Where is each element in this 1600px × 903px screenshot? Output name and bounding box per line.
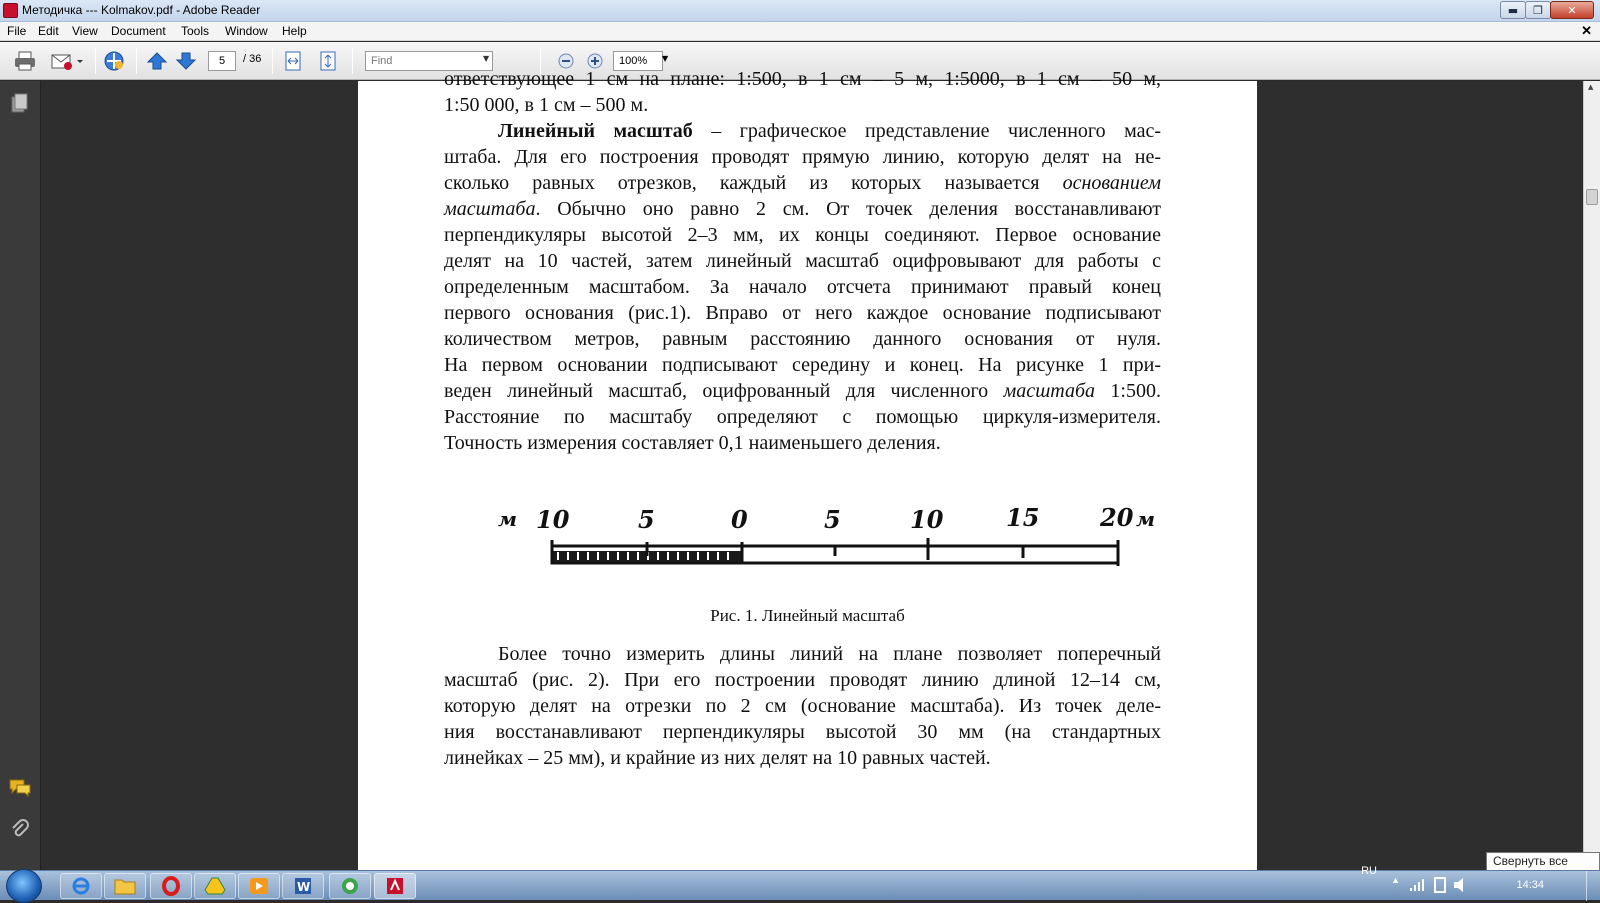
- scale-label: 5: [824, 505, 841, 534]
- zoom-select[interactable]: 100%: [613, 51, 663, 71]
- text-line: перпендикуляры высотой 2–3 мм, их концы соединяют. Первое основание: [444, 224, 1161, 246]
- comment-icon: [9, 779, 31, 797]
- taskbar-explorer[interactable]: [104, 873, 146, 899]
- scale-label: 10: [910, 505, 944, 534]
- show-desktop-tooltip: Свернуть все: [1486, 852, 1600, 871]
- menu-edit[interactable]: Edit: [38, 24, 59, 38]
- email-share-icon: [50, 51, 84, 71]
- adobe-reader-icon: [385, 876, 405, 896]
- text-line: штаба. Для его построения проводят прямую линию, которую делят на не-: [444, 146, 1161, 168]
- text-line: [444, 118, 1161, 144]
- navigation-panel: [0, 81, 41, 870]
- close-document-button[interactable]: ✕: [1581, 23, 1592, 38]
- taskbar-messenger[interactable]: [329, 873, 371, 899]
- zoom-dropdown-icon[interactable]: ▼: [662, 54, 669, 63]
- taskbar-media-player[interactable]: [238, 873, 280, 899]
- text-line: первого основания (рис.1). Вправо от него каждое основание подписывают: [444, 302, 1161, 324]
- menu-view[interactable]: View: [72, 24, 98, 38]
- text-span: сколько равных отрезков, каждый из которых называется основанием: [444, 172, 1161, 194]
- adobe-reader-icon: [3, 3, 18, 18]
- title-bar: [0, 0, 1600, 22]
- term-linear-scale: Линейный масштаб: [498, 120, 693, 142]
- text-line: которую делят на отрезки по 2 см (основание масштаба). Из точек деле-: [444, 695, 1161, 717]
- fit-page-button[interactable]: [316, 50, 340, 72]
- unit-label-right: м: [1136, 507, 1156, 531]
- show-desktop-button[interactable]: [1586, 871, 1600, 901]
- window-title: Методичка --- Kolmakov.pdf - Adobe Reader: [22, 3, 261, 17]
- scrollbar-thumb[interactable]: [1586, 189, 1598, 205]
- taskbar-drive[interactable]: [194, 873, 236, 899]
- scale-label: 5: [638, 505, 655, 534]
- page-number-input[interactable]: 5: [208, 51, 236, 71]
- figure-caption: Рис. 1. Линейный масштаб: [710, 606, 905, 625]
- emphasis: основанием: [1062, 172, 1161, 194]
- text-line: количеством метров, равным расстоянию данного основания от нуля.: [444, 328, 1161, 350]
- emphasis: масштаба: [444, 198, 536, 220]
- share-button[interactable]: [49, 50, 85, 72]
- fit-page-icon: [318, 51, 338, 71]
- text-line: [444, 170, 1161, 196]
- start-button[interactable]: [6, 869, 42, 903]
- scale-label: 10: [536, 505, 570, 534]
- device-icon[interactable]: [1433, 877, 1447, 893]
- menu-bar: [0, 22, 1600, 41]
- paragraph-transverse-scale: [444, 641, 1161, 771]
- text-line: ния восстанавливают перпендикуляры высотой 30 мм (на стандартных: [444, 721, 1161, 743]
- text-line: 1:50 000, в 1 см – 500 м.: [444, 94, 649, 116]
- text-line: Точность измерения составляет 0,1 наименьшего деления.: [444, 432, 941, 454]
- previous-page-button[interactable]: [145, 50, 169, 72]
- menu-help[interactable]: Help: [282, 24, 307, 38]
- text-line: масштаб (рис. 2). При его построении проводят линию длиной 12–14 см,: [444, 669, 1161, 691]
- menu-document[interactable]: Document: [111, 24, 166, 38]
- scale-label: 20: [1100, 503, 1134, 532]
- attachments-panel-button[interactable]: [9, 818, 31, 840]
- menu-window[interactable]: Window: [225, 24, 268, 38]
- messenger-icon: [340, 876, 360, 896]
- linear-scale-figure: [488, 496, 1168, 576]
- taskbar-word[interactable]: [282, 873, 324, 899]
- unit-label-left: м: [498, 507, 518, 531]
- document-viewer[interactable]: [41, 68, 1583, 870]
- text-line: На первом основании подписывают середину и конец. На рисунке 1 при-: [444, 354, 1161, 376]
- arrow-up-icon: [146, 51, 168, 71]
- media-player-icon: [249, 877, 269, 895]
- opera-icon: [161, 876, 181, 896]
- fit-width-icon: [283, 51, 303, 71]
- clock[interactable]: 14:34: [1516, 879, 1544, 891]
- text-line: ответствующее 1 см на плане: 1:500, в 1 см – 5 м, 1:5000, в 1 см – 50 м,: [444, 68, 1161, 90]
- taskbar-opera[interactable]: [150, 873, 192, 899]
- toolbar-separator: [272, 48, 273, 74]
- scale-label: 15: [1006, 503, 1040, 532]
- taskbar-internet-explorer[interactable]: [60, 873, 102, 899]
- internet-explorer-icon: [71, 876, 91, 896]
- svg-text:W: W: [297, 880, 311, 894]
- printer-icon: [14, 51, 36, 71]
- close-button[interactable]: ✕: [1550, 1, 1594, 19]
- collaborate-icon: [102, 50, 126, 72]
- network-icon[interactable]: [1409, 878, 1425, 892]
- find-input[interactable]: Find: [365, 51, 493, 71]
- restore-button[interactable]: ❐: [1525, 1, 1551, 19]
- text-line: Расстояние по масштабу определяют с помощью циркуля-измерителя.: [444, 406, 1161, 428]
- text-line: делят на 10 частей, затем линейный масштаб оцифровывают для работы с: [444, 250, 1161, 272]
- emphasis: масштаба: [1003, 380, 1096, 402]
- pdf-page: [358, 68, 1257, 870]
- toolbar-separator: [95, 48, 96, 74]
- find-dropdown-icon[interactable]: ▼: [483, 54, 490, 63]
- pages-icon: [11, 94, 29, 114]
- vertical-scrollbar[interactable]: [1583, 81, 1600, 870]
- folder-icon: [114, 877, 136, 895]
- show-hidden-icons[interactable]: ▲: [1391, 875, 1400, 885]
- text-line: определенным масштабом. За начало отсчета принимают правый конец: [444, 276, 1161, 298]
- pages-panel-button[interactable]: [9, 93, 31, 115]
- language-indicator[interactable]: RU: [1361, 865, 1377, 877]
- taskbar-adobe-reader[interactable]: [374, 873, 416, 899]
- collaborate-button[interactable]: [102, 50, 126, 72]
- print-button[interactable]: [13, 50, 37, 72]
- window-controls: [1501, 1, 1594, 19]
- text-line: линейках – 25 мм), и крайние из них делят на 10 равных частей.: [444, 747, 991, 769]
- scale-label: 0: [731, 505, 748, 534]
- paragraph-scale-intro: [444, 66, 1161, 456]
- text-line: Более точно измерить длины линий на плане позволяет поперечный: [498, 643, 1161, 665]
- volume-icon[interactable]: [1453, 877, 1469, 893]
- menu-tools[interactable]: Tools: [181, 24, 210, 38]
- paperclip-icon: [11, 819, 29, 839]
- toolbar-separator: [352, 48, 353, 74]
- comments-panel-button[interactable]: [9, 777, 31, 799]
- taskbar: [0, 865, 1600, 900]
- fit-width-button[interactable]: [281, 50, 305, 72]
- toolbar-separator: [136, 48, 137, 74]
- text-span: – графическое представление численного мас-: [692, 120, 1162, 142]
- arrow-down-icon: [175, 51, 197, 71]
- text-line: масштаба. Обычно оно равно 2 см. От точек деления восстанавливают: [444, 198, 1161, 220]
- minimize-button[interactable]: ▬: [1500, 1, 1526, 19]
- page-total: / 36: [243, 53, 262, 65]
- text-line: веден линейный масштаб, оцифрованный для численного масштаба 1:500.: [444, 380, 1161, 402]
- word-icon: [293, 876, 313, 896]
- next-page-button[interactable]: [174, 50, 198, 72]
- google-drive-icon: [205, 877, 225, 895]
- scroll-up-icon[interactable]: ▲: [1588, 83, 1594, 91]
- menu-file[interactable]: File: [7, 24, 27, 38]
